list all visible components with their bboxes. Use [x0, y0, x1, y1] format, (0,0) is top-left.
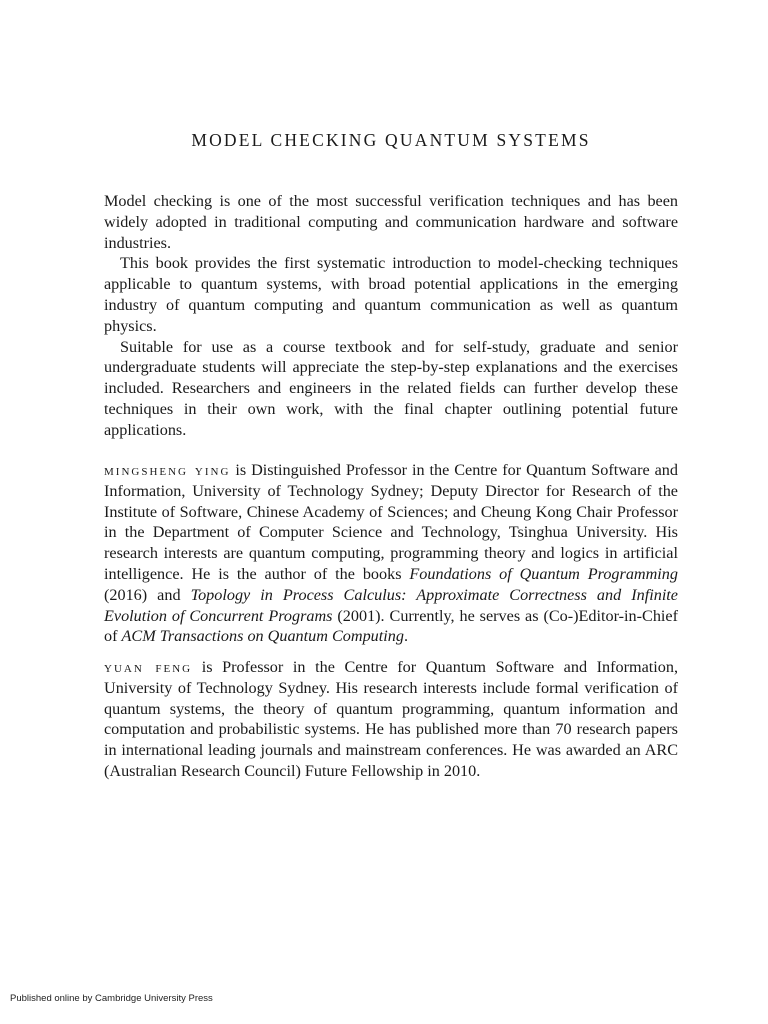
page-title: MODEL CHECKING QUANTUM SYSTEMS	[191, 130, 591, 150]
book-title-topology: Topology in Process Calculus: Approximate Correctness and Infinite Evolution of Concurrent Programs	[104, 585, 678, 625]
book-description	[104, 191, 678, 441]
bio-ying-text-3: (2001). Currently, he serves as (Co-)Editor-in-Chief of	[104, 606, 678, 646]
author-name-feng: yuan feng	[104, 658, 193, 676]
bio-ying-text-4: .	[403, 627, 408, 646]
publisher-footer: Published online by Cambridge University Press	[10, 993, 213, 1004]
description-paragraph-2: This book provides the first systematic introduction to model-checking techniques applicable to quantum systems, with broad potential applications in the emerging industry of quantum computing and quantum communication as well as quantum physics.	[104, 254, 678, 335]
author-name-ying: mingsheng ying	[104, 461, 231, 479]
bio-ying-text-2: (2016) and	[104, 585, 191, 604]
author-bio-feng	[104, 657, 678, 782]
bio-ying-text-1: is Distinguished Professor in the Centre for Quantum Software and Information, University of Technology Sydney; Deputy Director for Research of the Institute of Software, Chinese Academy of Sciences; and Cheung Kong Chair Professor in the Department of Computer Science and Technology, Tsinghua University. His research interests are quantum computing, programming theory and logics in artificial intelligence. He is the author of the books	[104, 461, 678, 583]
author-bio-ying	[104, 460, 678, 647]
bio-feng-text: is Professor in the Centre for Quantum Software and Information, University of Technology Sydney. His research interests include formal verification of quantum systems, the theory of quantum programming, quantum information and computation and probabilistic systems. He has published more than 70 research papers in international leading journals and mainstream conferences. He was awarded an ARC (Australian Research Council) Future Fellowship in 2010.	[104, 658, 679, 780]
book-title-foundations: Foundations of Quantum Programming	[409, 564, 678, 583]
description-paragraph-1: Model checking is one of the most successful verification techniques and has been widely adopted in traditional computing and communication hardware and software industries.	[104, 192, 678, 252]
description-paragraph-3: Suitable for use as a course textbook and for self-study, graduate and senior undergraduate students will appreciate the step-by-step explanations and the exercises included. Researchers and engineers in the related fields can further develop these techniques in their own work, with the final chapter outlining potential future applications.	[104, 337, 678, 439]
journal-title: ACM Transactions on Quantum Computing	[121, 627, 404, 646]
